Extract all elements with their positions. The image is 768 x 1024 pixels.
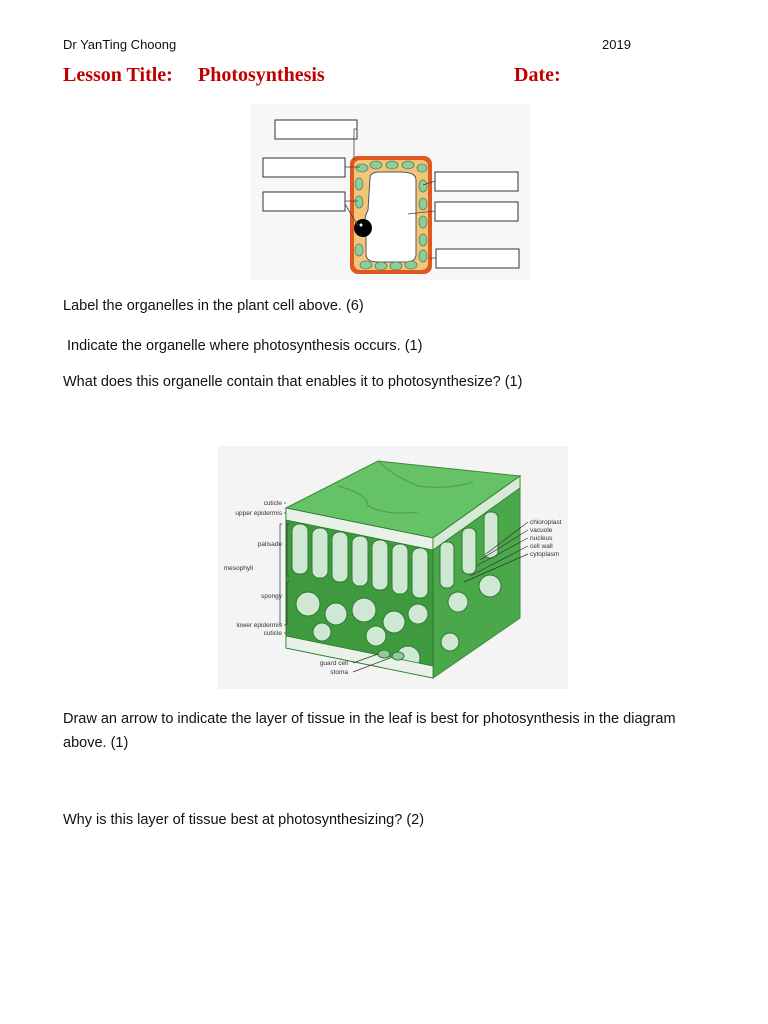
label-box — [435, 172, 518, 191]
label-palisade: palisade — [257, 541, 282, 548]
label-guard-cell: guard cell — [319, 660, 348, 667]
label-upper-epidermis: upper epidermis — [235, 510, 282, 517]
label-mesophyll: mesophyll — [223, 565, 253, 572]
label-stoma: stoma — [330, 669, 348, 676]
label-box — [263, 158, 345, 177]
label-box — [435, 202, 518, 221]
label-spongy: spongy — [261, 593, 282, 600]
guard-cell — [378, 650, 390, 658]
author-name: Dr YanTing Choong — [63, 37, 177, 52]
plant-cell-diagram — [250, 104, 530, 280]
question-5: Why is this layer of tissue best at photosynthesizing? (2) — [63, 812, 425, 828]
label-box — [263, 192, 345, 211]
label-vacuole: vacuole — [530, 527, 553, 534]
label-box — [436, 249, 519, 268]
vacuole — [364, 172, 416, 262]
lesson-title-label: Lesson Title: — [63, 64, 173, 86]
label-chloroplast: chloroplast — [530, 519, 562, 526]
label-cytoplasm: cytoplasm — [530, 551, 560, 558]
question-3: What does this organelle contain that enables it to photosynthesize? (1) — [63, 374, 523, 390]
date-label: Date: — [514, 64, 561, 86]
question-2: Indicate the organelle where photosynthesis occurs. (1) — [67, 338, 423, 354]
label-lower-epidermis: lower epidermis — [236, 622, 282, 629]
label-box — [275, 120, 357, 139]
label-cuticle-bottom: cuticle — [263, 630, 282, 637]
nucleus — [354, 219, 372, 237]
label-cuticle-top: cuticle — [263, 500, 282, 507]
question-4: Draw an arrow to indicate the layer of tissue in the leaf is best for photosynthesis in the diagram above. (1) — [63, 711, 676, 751]
year: 2019 — [602, 37, 631, 52]
leaf-cross-section-diagram — [218, 446, 568, 689]
question-1: Label the organelles in the plant cell above. (6) — [63, 298, 364, 314]
label-cell-wall: cell wall — [530, 543, 553, 550]
lesson-title: Photosynthesis — [198, 64, 325, 86]
label-nucleus: nucleus — [530, 535, 553, 542]
